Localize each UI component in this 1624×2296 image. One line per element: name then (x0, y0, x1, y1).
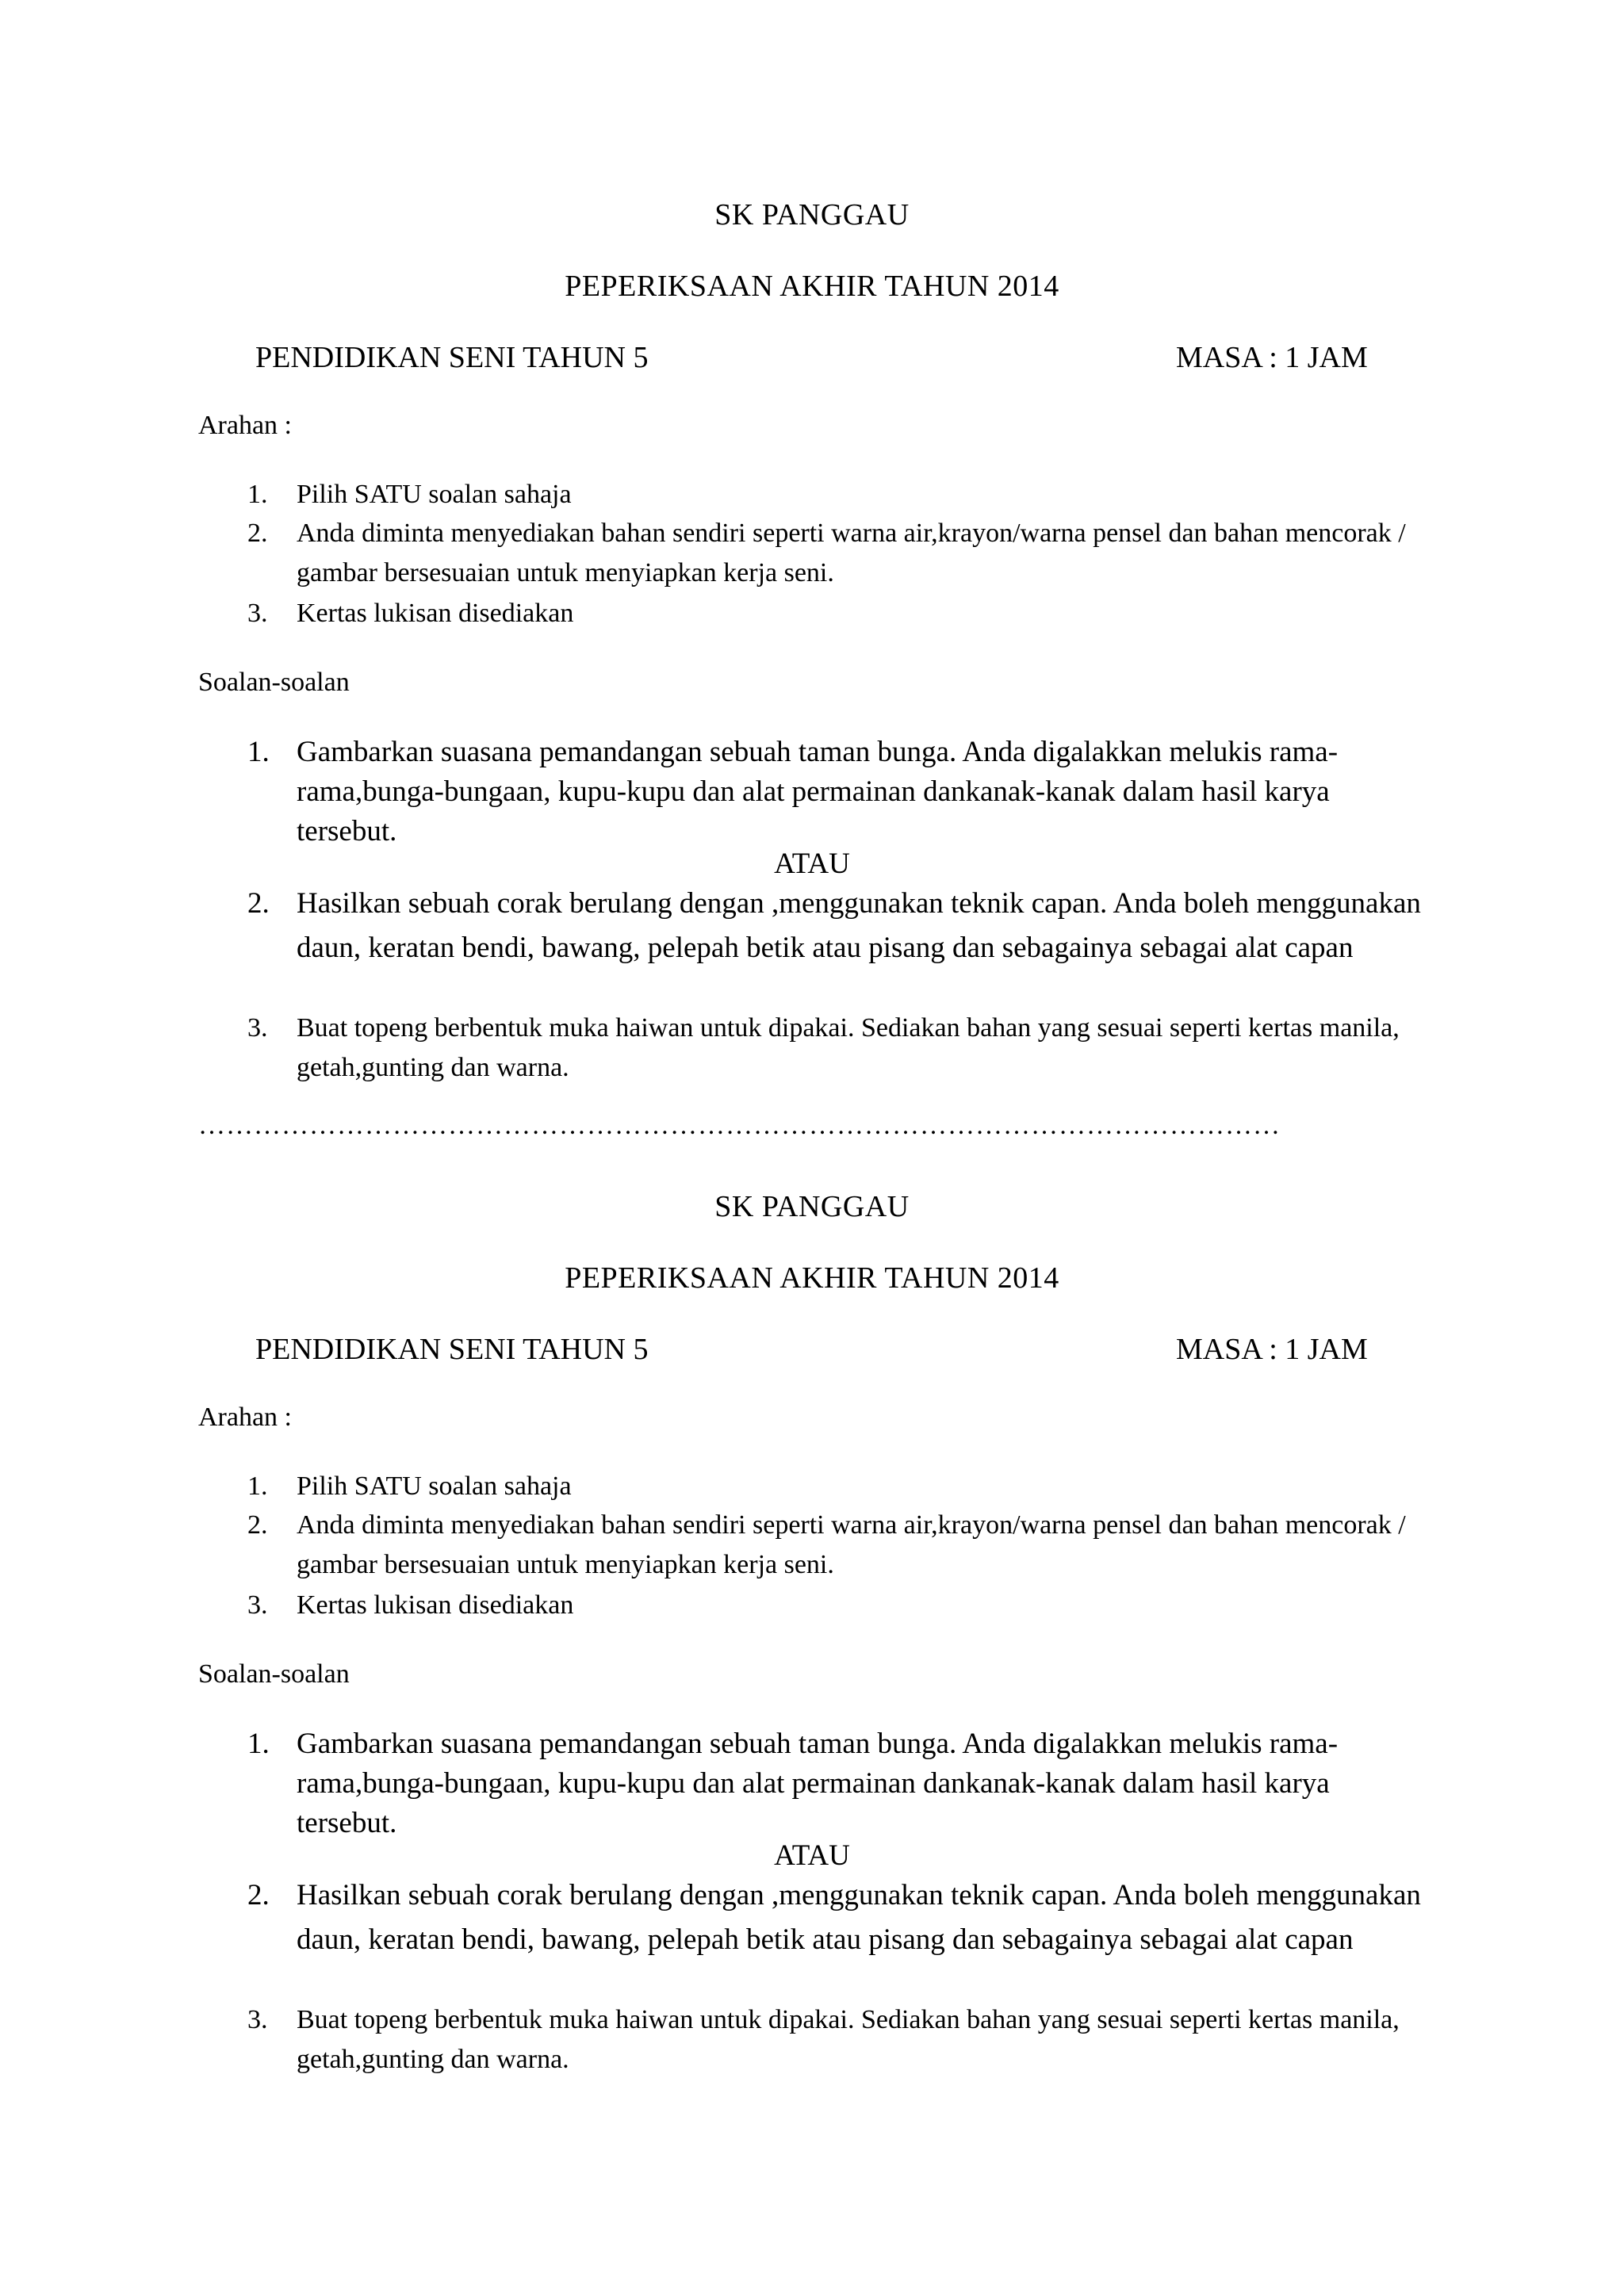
question-number: 1. (247, 1728, 270, 1760)
question-text: Gambarkan suasana pemandangan sebuah taman bunga. Anda digalakkan melukis rama-rama,bunga-bungaan, kupu-kupu dan alat permainan dankanak-kanak dalam hasil karya tersebut. (297, 1728, 1339, 1839)
exam-title: PEPERIKSAAN AKHIR TAHUN 2014 (565, 1261, 1059, 1295)
question-text: Hasilkan sebuah corak berulang dengan ,menggunakan teknik capan. Anda boleh menggunakan daun, keratan bendi, bawang, pelepah betik atau pisang dan sebagainya sebagai alat capan (297, 887, 1421, 964)
question-text: Hasilkan sebuah corak berulang dengan ,menggunakan teknik capan. Anda boleh menggunakan daun, keratan bendi, bawang, pelepah betik atau pisang dan sebagainya sebagai alat capan (297, 1879, 1421, 1956)
instruction-text: Pilih SATU soalan sahaja (297, 1471, 572, 1501)
instruction-number: 3. (247, 599, 268, 628)
exam-title: PEPERIKSAAN AKHIR TAHUN 2014 (565, 270, 1059, 303)
question-text: Buat topeng berbentuk muka haiwan untuk dipakai. Sediakan bahan yang sesuai seperti kertas manila, getah,gunting dan warna. (297, 2005, 1400, 2074)
instructions-label: Arahan : (198, 1402, 293, 1432)
exam-duration: MASA : 1 JAM (1176, 341, 1368, 374)
question-number: 2. (247, 887, 270, 920)
instruction-text: Anda diminta menyediakan bahan sendiri seperti warna air,krayon/warna pensel dan bahan mencorak / gambar bersesuaian untuk menyiapkan kerja seni. (297, 1510, 1406, 1579)
question-number: 1. (247, 736, 270, 768)
instruction-text: Pilih SATU soalan sahaja (297, 480, 572, 509)
instruction-number: 2. (247, 1510, 268, 1540)
instruction-number: 3. (247, 1590, 268, 1620)
question-number: 3. (247, 1013, 268, 1043)
or-separator: ATAU (774, 848, 850, 880)
question-number: 3. (247, 2005, 268, 2034)
questions-label: Soalan-soalan (198, 668, 350, 697)
instruction-text: Kertas lukisan disediakan (297, 599, 574, 628)
or-separator: ATAU (774, 1839, 850, 1872)
exam-duration: MASA : 1 JAM (1176, 1333, 1368, 1366)
instruction-number: 1. (247, 480, 268, 509)
instruction-number: 1. (247, 1471, 268, 1501)
school-name: SK PANGGAU (714, 1190, 910, 1223)
question-text: Gambarkan suasana pemandangan sebuah taman bunga. Anda digalakkan melukis rama-rama,bunga-bungaan, kupu-kupu dan alat permainan dankanak-kanak dalam hasil karya tersebut. (297, 736, 1339, 848)
school-name: SK PANGGAU (714, 198, 910, 232)
subject-title: PENDIDIKAN SENI TAHUN 5 (255, 1333, 649, 1366)
instruction-text: Kertas lukisan disediakan (297, 1590, 574, 1620)
instruction-number: 2. (247, 519, 268, 548)
question-number: 2. (247, 1879, 270, 1911)
instructions-label: Arahan : (198, 411, 293, 440)
question-text: Buat topeng berbentuk muka haiwan untuk dipakai. Sediakan bahan yang sesuai seperti kertas manila, getah,gunting dan warna. (297, 1013, 1400, 1082)
subject-title: PENDIDIKAN SENI TAHUN 5 (255, 341, 649, 374)
instruction-text: Anda diminta menyediakan bahan sendiri seperti warna air,krayon/warna pensel dan bahan mencorak / gambar bersesuaian untuk menyiapkan kerja seni. (297, 519, 1406, 587)
section-divider: ……………………………………………………………………………………………………… (198, 1111, 1281, 1140)
questions-label: Soalan-soalan (198, 1659, 350, 1689)
